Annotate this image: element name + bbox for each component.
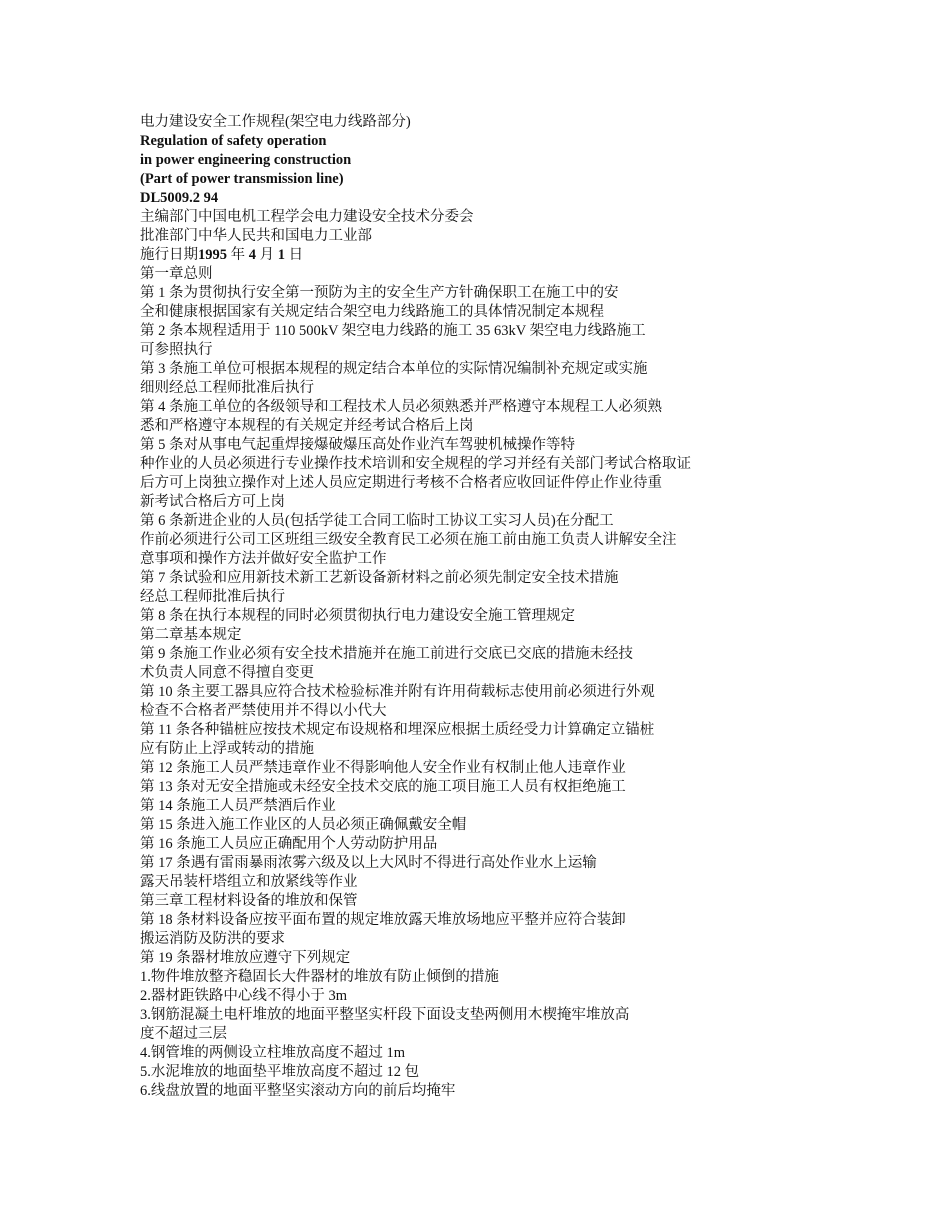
- document-line: 第三章工程材料设备的堆放和保管: [140, 893, 358, 909]
- effective-date-day-unit: 日: [288, 247, 304, 263]
- effective-date: [140, 246, 930, 265]
- document-page: [140, 113, 930, 1101]
- effective-date-year: 1995: [198, 247, 227, 263]
- document-line: 细则经总工程师批准后执行: [140, 380, 314, 396]
- document-line: 第 13 条对无安全措施或未经安全技术交底的施工项目施工人员有权拒绝施工: [140, 779, 626, 795]
- document-line: 可参照执行: [140, 342, 213, 358]
- effective-date-label: 施行日期: [140, 247, 198, 263]
- document-line: 第 15 条进入施工作业区的人员必须正确佩戴安全帽: [140, 817, 467, 833]
- document-line: 5.水泥堆放的地面垫平堆放高度不超过 12 包: [140, 1064, 420, 1080]
- standard-code: DL5009.2 94: [140, 190, 219, 206]
- document-line: 第 7 条试验和应用新技术新工艺新设备新材料之前必须先制定安全技术措施: [140, 570, 619, 586]
- document-line: 后方可上岗独立操作对上述人员应定期进行考核不合格者应收回证件停止作业待重: [140, 475, 662, 491]
- approver-department: 批准部门中华人民共和国电力工业部: [140, 228, 372, 244]
- document-line: 第二章基本规定: [140, 627, 242, 643]
- document-line: 第 6 条新进企业的人员(包括学徒工合同工临时工协议工实习人员)在分配工: [140, 513, 614, 529]
- document-line: 检查不合格者严禁使用并不得以小代大: [140, 703, 387, 719]
- editor-department: 主编部门中国电机工程学会电力建设安全技术分委会: [140, 209, 474, 225]
- document-line: 1.物件堆放整齐稳固长大件器材的堆放有防止倾倒的措施: [140, 969, 499, 985]
- document-line: 意事项和操作方法并做好安全监护工作: [140, 551, 387, 567]
- document-line: 术负责人同意不得擅自变更: [140, 665, 314, 681]
- document-line: 6.线盘放置的地面平整坚实滚动方向的前后均掩牢: [140, 1083, 456, 1099]
- document-line: 新考试合格后方可上岗: [140, 494, 285, 510]
- document-line: 悉和严格遵守本规程的有关规定并经考试合格后上岗: [140, 418, 474, 434]
- english-title-line-2: in power engineering construction: [140, 152, 352, 168]
- document-body: [140, 265, 930, 1101]
- document-line: 第一章总则: [140, 266, 213, 282]
- document-line: 4.钢管堆的两侧设立柱堆放高度不超过 1m: [140, 1045, 406, 1061]
- document-line: 种作业的人员必须进行专业操作技术培训和安全规程的学习并经有关部门考试合格取证: [140, 456, 691, 472]
- document-line: 第 5 条对从事电气起重焊接爆破爆压高处作业汽车驾驶机械操作等特: [140, 437, 575, 453]
- document-line: 第 12 条施工人员严禁违章作业不得影响他人安全作业有权制止他人违章作业: [140, 760, 626, 776]
- document-line: 第 19 条器材堆放应遵守下列规定: [140, 950, 351, 966]
- document-line: 第 18 条材料设备应按平面布置的规定堆放露天堆放场地应平整并应符合装卸: [140, 912, 626, 928]
- document-line: 第 2 条本规程适用于 110 500kV 架空电力线路的施工 35 63kV 架空电力线路施工: [140, 323, 646, 339]
- effective-date-month-unit: 月: [259, 247, 275, 263]
- effective-date-year-unit: 年: [230, 247, 246, 263]
- document-line: 露天吊装杆塔组立和放紧线等作业: [140, 874, 358, 890]
- document-line: 第 4 条施工单位的各级领导和工程技术人员必须熟悉并严格遵守本规程工人必须熟: [140, 399, 662, 415]
- effective-date-month: 4: [248, 247, 256, 263]
- document-line: 度不超过三层: [140, 1026, 227, 1042]
- document-title: 电力建设安全工作规程(架空电力线路部分): [140, 114, 411, 130]
- document-line: 全和健康根据国家有关规定结合架空电力线路施工的具体情况制定本规程: [140, 304, 604, 320]
- document-line: 搬运消防及防洪的要求: [140, 931, 285, 947]
- document-line: 第 1 条为贯彻执行安全第一预防为主的安全生产方针确保职工在施工中的安: [140, 285, 619, 301]
- document-line: 经总工程师批准后执行: [140, 589, 285, 605]
- document-line: 第 10 条主要工器具应符合技术检验标准并附有许用荷载标志使用前必须进行外观: [140, 684, 655, 700]
- english-title-line-3: (Part of power transmission line): [140, 171, 344, 187]
- document-line: 3.钢筋混凝土电杆堆放的地面平整坚实杆段下面设支垫两侧用木楔掩牢堆放高: [140, 1007, 630, 1023]
- document-line: 2.器材距铁路中心线不得小于 3m: [140, 988, 348, 1004]
- document-line: 作前必须进行公司工区班组三级安全教育民工必须在施工前由施工负责人讲解安全注: [140, 532, 677, 548]
- document-line: 第 17 条遇有雷雨暴雨浓雾六级及以上大风时不得进行高处作业水上运输: [140, 855, 597, 871]
- document-line: 第 16 条施工人员应正确配用个人劳动防护用品: [140, 836, 438, 852]
- document-line: 第 8 条在执行本规程的同时必须贯彻执行电力建设安全施工管理规定: [140, 608, 575, 624]
- effective-date-day: 1: [277, 247, 285, 263]
- document-line: 第 11 条各种锚桩应按技术规定布设规格和埋深应根据土质经受力计算确定立锚桩: [140, 722, 655, 738]
- english-title-line-1: Regulation of safety operation: [140, 133, 327, 149]
- document-line: 应有防止上浮或转动的措施: [140, 741, 314, 757]
- document-line: 第 9 条施工作业必须有安全技术措施并在施工前进行交底已交底的措施未经技: [140, 646, 633, 662]
- document-line: 第 3 条施工单位可根据本规程的规定结合本单位的实际情况编制补充规定或实施: [140, 361, 648, 377]
- document-line: 第 14 条施工人员严禁酒后作业: [140, 798, 336, 814]
